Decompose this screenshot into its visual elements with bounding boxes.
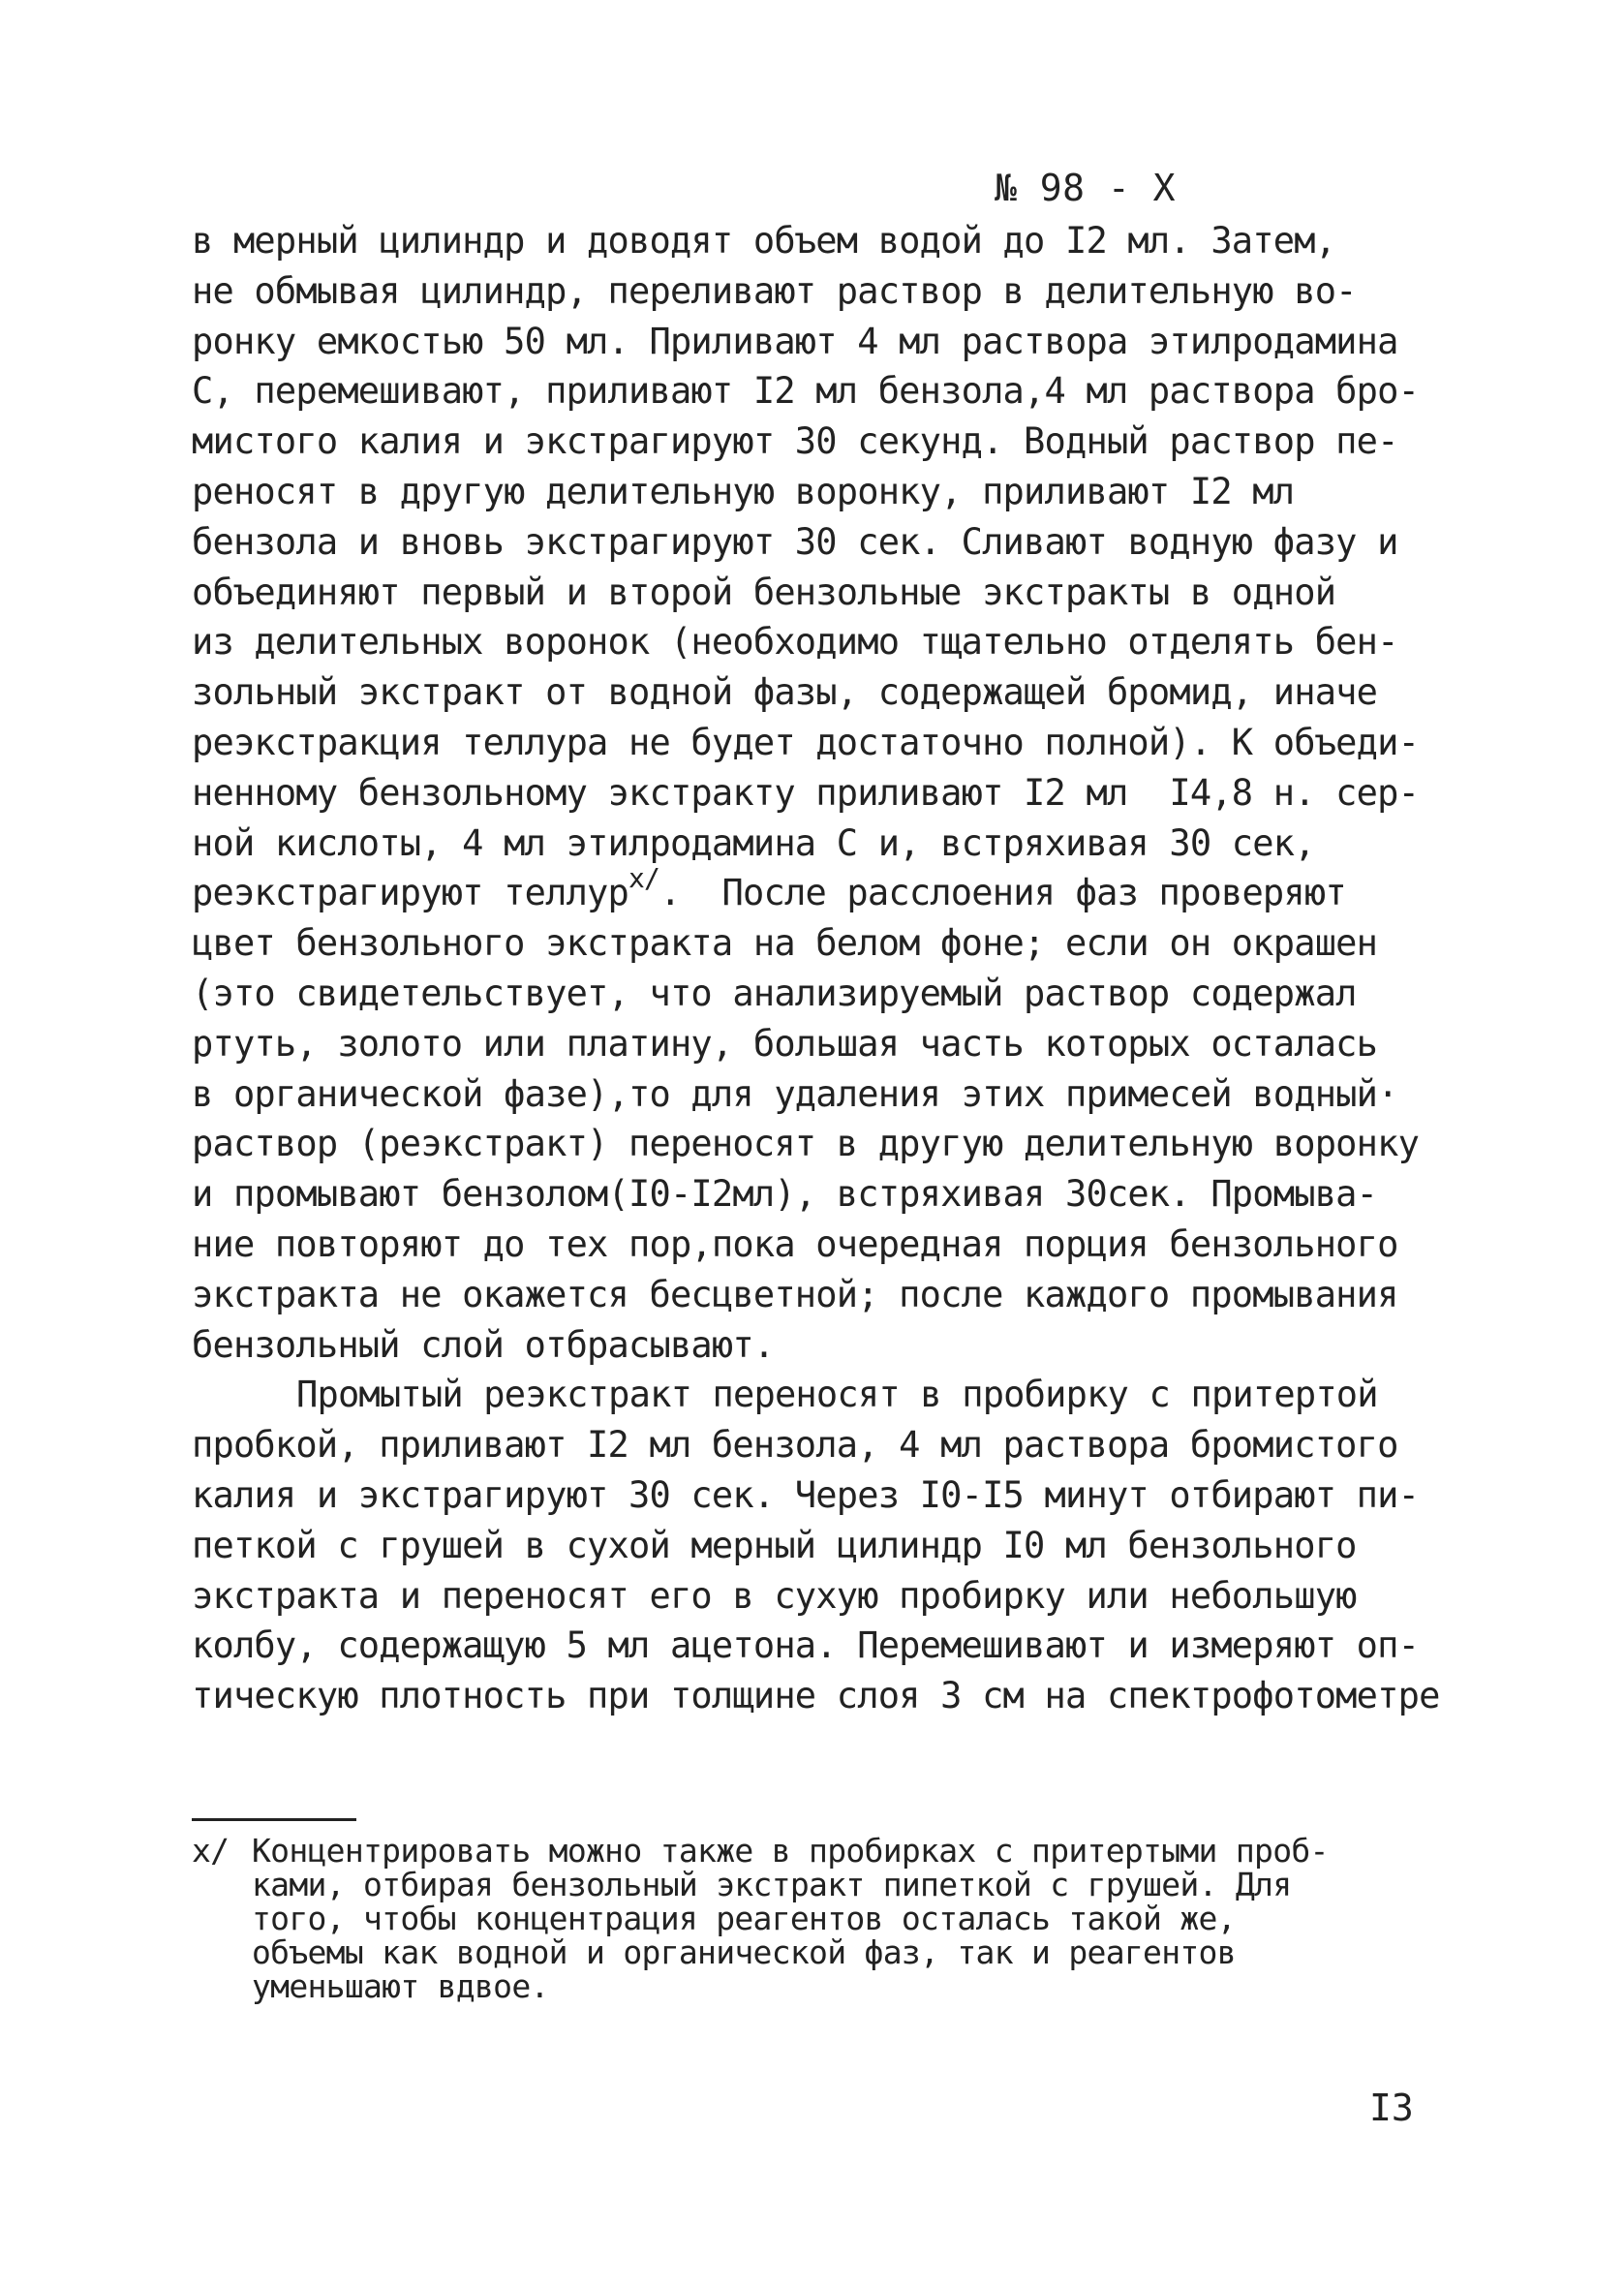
footnote-line: уменьшают вдвое. [252,1967,549,2005]
text-line: тическую плотность при толщине слоя 3 см на спектрофотометре [192,1675,1440,1717]
footnote-line: объемы как водной и органической фаз, так и реагентов [252,1933,1236,1971]
paragraph-first-line: Промытый реэкстракт переносят в пробирку с притертой [296,1374,1378,1416]
text-line: не обмывая цилиндр, переливают раствор в делительную во- [192,269,1357,312]
text-line: ртуть, золото или платину, большая часть которых осталась [192,1022,1378,1065]
text-line: калия и экстрагируют 30 сек. Через I0-I5 минут отбирают пи- [192,1473,1420,1516]
text-line: бензольный слой отбрасывают. [192,1323,775,1366]
footnote-line: ками, отбирая бензольный экстракт пипеткой с грушей. Для [252,1866,1292,1903]
text-line: С, перемешивают, приливают I2 мл бензола,4 мл раствора бро- [192,370,1420,413]
text-line: зольный экстракт от водной фазы, содержащей бромид, иначе [192,671,1378,714]
footnote-reference: х/ [628,862,660,895]
text-line: ние повторяют до тех пор,пока очередная порция бензольного [192,1222,1398,1265]
text-line: в органической фазе),то для удаления этих примесей водный· [192,1072,1398,1115]
footnote-marker: х/ [192,1832,230,1870]
text-line: раствор (реэкстракт) переносят в другую делительную воронку [192,1123,1420,1165]
text-line: пробкой, приливают I2 мл бензола, 4 мл раствора бромистого [192,1424,1398,1467]
footnote-text: Концентрировать можно также в пробирках с притертыми проб- [252,1832,1329,1870]
footnote-divider [192,1818,356,1821]
text-line: ненному бензольному экстракту приливают I2 мл I4,8 н. сер- [192,771,1420,814]
body-text [192,216,1451,1721]
text-line: колбу, содержащую 5 мл ацетона. Перемешивают и измеряют оп- [192,1624,1420,1667]
text-line: (это свидетельствует, что анализируемый раствор содержал [192,972,1357,1014]
text-line: ронку емкостью 50 мл. Приливают 4 мл раствора этилродамина [192,320,1398,362]
text-line: экстракта и переносят его в сухую пробирку или небольшую [192,1574,1357,1617]
text-line: и промывают бензолом(I0-I2мл), встряхивая 30сек. Промыва- [192,1173,1378,1216]
footnote-line [192,1834,1470,1868]
text-line: ной кислоты, 4 мл этилродамина С и, встряхивая 30 сек, [192,821,1315,864]
page-number: I3 [1369,2087,1414,2129]
text-segment: реэкстрагируют теллур [192,872,628,914]
text-line-with-footnote-ref [192,862,1451,918]
text-line: петкой с грушей в сухой мерный цилиндр I0 мл бензольного [192,1524,1357,1566]
footnote-line: того, чтобы концентрация реагентов осталась такой же, [252,1900,1236,1937]
text-line: реэкстракция теллура не будет достаточно полной). К объеди- [192,721,1420,763]
text-line: реносят в другую делительную воронку, приливают I2 мл [192,470,1295,512]
text-line: в мерный цилиндр и доводят объем водой до I2 мл. Затем, [192,220,1336,262]
text-line: экстракта не окажется бесцветной; после каждого промывания [192,1273,1398,1315]
text-line: объединяют первый и второй бензольные экстракты в одной [192,571,1336,613]
document-number: № 98 - X [995,167,1177,209]
text-line: бензола и вновь экстрагируют 30 сек. Сливают водную фазу и [192,520,1398,563]
text-line: цвет бензольного экстракта на белом фоне; если он окрашен [192,922,1378,965]
text-segment: . После расслоения фаз проверяют [659,872,1346,914]
text-line: мистого калия и экстрагируют 30 секунд. Водный раствор пе- [192,420,1398,463]
text-line: из делительных воронок (необходимо тщательно отделять бен- [192,621,1398,664]
footnote [192,1834,1470,2003]
